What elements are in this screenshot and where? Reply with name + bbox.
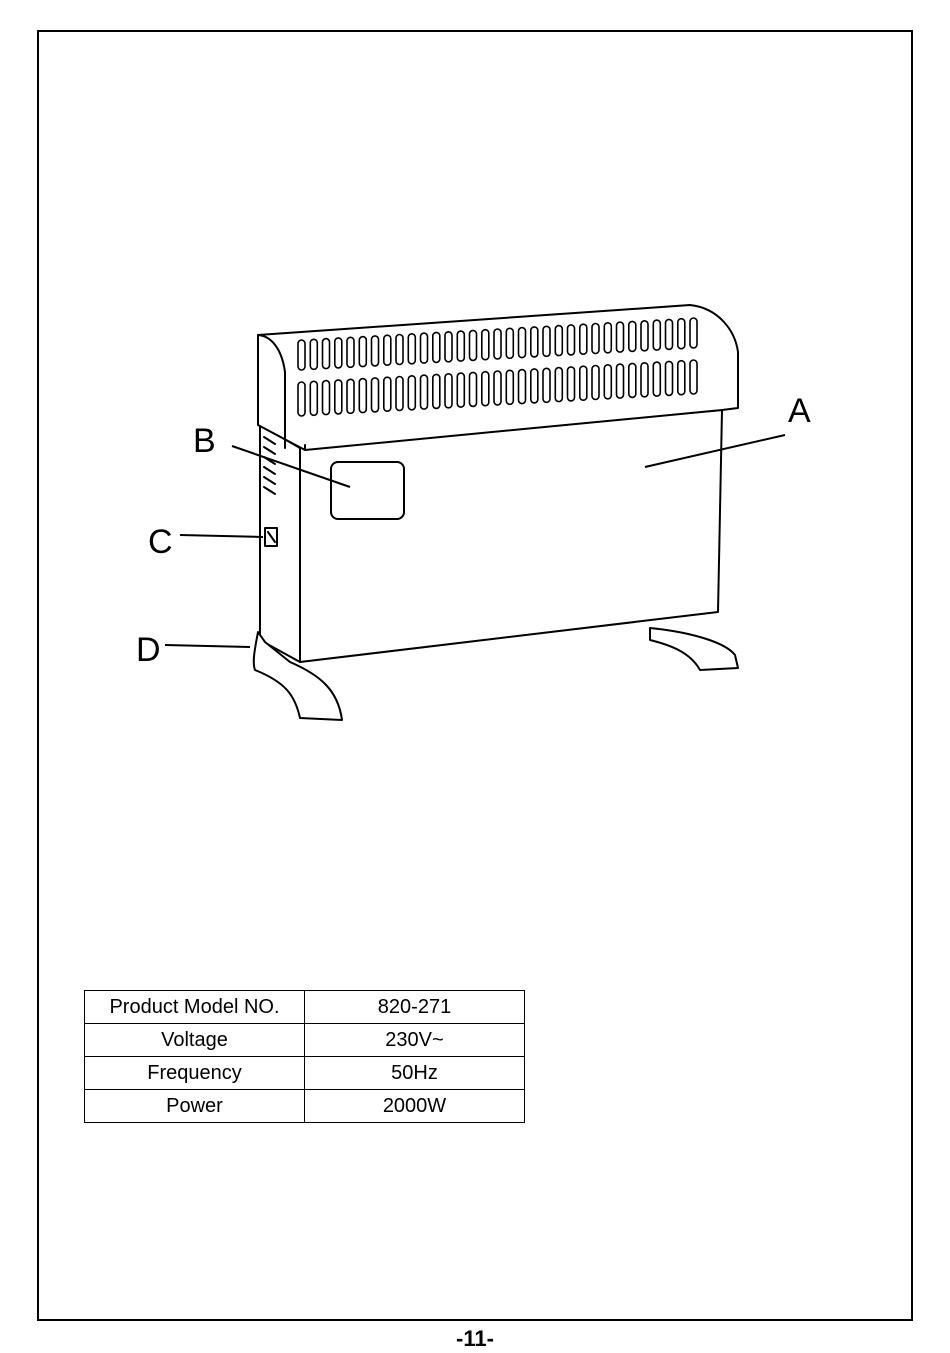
leader-d (165, 645, 250, 647)
control-window (331, 462, 404, 519)
spec-value: 230V~ (305, 1024, 525, 1057)
spec-key: Power (85, 1090, 305, 1123)
table-row (85, 1024, 525, 1057)
spec-value: 50Hz (305, 1057, 525, 1090)
spec-key: Voltage (85, 1024, 305, 1057)
callout-c: C (148, 523, 173, 561)
spec-value: 2000W (305, 1090, 525, 1123)
callout-b: B (193, 422, 216, 460)
front-panel (300, 410, 722, 662)
table-row (85, 991, 525, 1024)
spec-key: Product Model NO. (85, 991, 305, 1024)
spec-key: Frequency (85, 1057, 305, 1090)
callout-a: A (788, 392, 811, 430)
right-foot (650, 628, 738, 670)
callout-d: D (136, 631, 161, 669)
spec-table (84, 990, 525, 1123)
table-row (85, 1090, 525, 1123)
table-row (85, 1057, 525, 1090)
spec-value: 820-271 (305, 991, 525, 1024)
page-number: -11- (456, 1326, 494, 1351)
leader-c (180, 535, 263, 537)
